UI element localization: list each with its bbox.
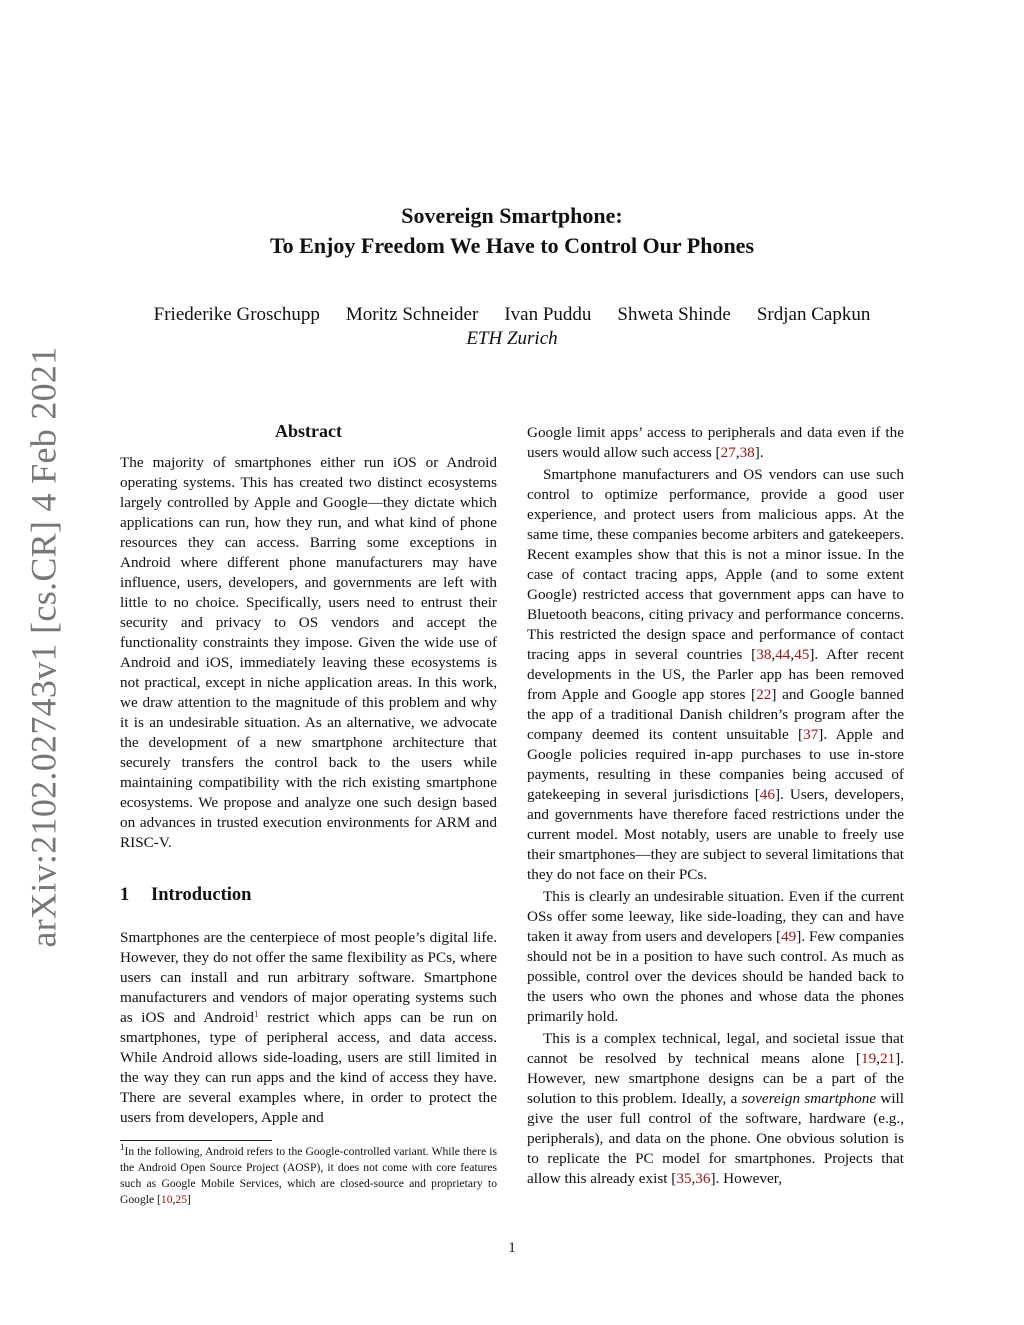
abstract-heading: Abstract bbox=[275, 421, 342, 441]
footnote-marker[interactable]: 1 bbox=[253, 1009, 259, 1019]
citation-link[interactable]: 35 bbox=[676, 1170, 692, 1187]
introduction-right-column bbox=[527, 423, 904, 1189]
page-number: 1 bbox=[508, 1240, 516, 1256]
citation-link[interactable]: 38 bbox=[756, 646, 772, 663]
abstract-body bbox=[120, 453, 497, 853]
citation-link[interactable]: 25 bbox=[175, 1193, 187, 1206]
emphasis-sovereign-smartphone: sovereign smartphone bbox=[741, 1090, 877, 1107]
arxiv-id: arXiv:2102.02743v1 [cs.CR] 4 Feb 2021 bbox=[24, 346, 64, 948]
citation-link[interactable]: 45 bbox=[794, 646, 810, 663]
citation-link[interactable]: 46 bbox=[759, 786, 775, 803]
footnote-divider bbox=[120, 1140, 272, 1141]
section-number: 1 bbox=[120, 885, 130, 905]
citation-link[interactable]: 21 bbox=[879, 1050, 896, 1067]
intro-paragraph-1: Smartphones are the centerpiece of most people’s digital life. However, they do not offer the same flexibility as PCs, where users can install and run arbitrary software. Smartphone manufacturers and vendors of major operating systems such as iOS and Android$^1$ restrict which apps can be run on smartphones, type of peripheral access, and data access. While Android allows side-loading, users are still limited in the way they can run apps and the kind of access they have. There are several examples where, in order to protect the users from developers, Apple and bbox=[120, 929, 498, 1126]
section-heading bbox=[120, 885, 251, 906]
author-1: Friederike Groschupp bbox=[153, 304, 320, 325]
paper-title-line-2: To Enjoy Freedom We Have to Control Our Phones bbox=[269, 233, 755, 258]
author-3: Ivan Puddu bbox=[504, 304, 592, 325]
citation-link[interactable]: 22 bbox=[756, 686, 772, 703]
citation-link[interactable]: 38 bbox=[739, 444, 755, 461]
intro-paragraph-continued: Google limit apps’ access to peripherals and data even if the users would allow such access [27,38]. bbox=[527, 424, 904, 461]
citation-link[interactable]: 10 bbox=[160, 1193, 173, 1206]
citation-link[interactable]: 27 bbox=[720, 444, 736, 461]
footnote-number: 1 bbox=[120, 1142, 125, 1152]
footnote: $^1$In the following, Android refers to the Google-controlled variant. While there is the Android Open Source Project (AOSP), it does not come with core features such as Google Mobile Services, which are closed-source and proprietary to Google [10,25] bbox=[120, 1142, 497, 1206]
paper-title-line-1: Sovereign Smartphone: bbox=[401, 203, 623, 228]
citation-link[interactable]: 36 bbox=[695, 1170, 711, 1187]
citation-link[interactable]: 49 bbox=[781, 928, 797, 945]
citation-link[interactable]: 37 bbox=[803, 726, 819, 743]
author-4: Shweta Shinde bbox=[617, 304, 731, 325]
intro-paragraph-2: Smartphone manufacturers and OS vendors can use such control to optimize performance, provide a good user experience, and protect users from malicious apps. At the same time, these companies become arbiters and gatekeepers. Recent examples show that this is not a minor issue. In the case of contact tracing apps, Apple (and to some extent Google) restricted access that government apps can have to Bluetooth beacons, citing privacy and performance concerns. This restricted the design space and performance of contact tracing apps in several countries [38,44,45]. After recent developments in the US, the Parler app has been removed from Apple and Google app stores [22] and Google banned the app of a traditional Danish children’s program after the company deemed its content unsuitable [37]. Apple and Google policies required in-app purchases to use in-store payments, resulting in these companies being accused of gatekeeping in several jurisdictions [46]. Users, developers, and governments have therefore faced restrictions under the current model. Most notably, users are unable to freely use their smartphones—they are subject to several limitations that they do not face on their PCs. bbox=[527, 466, 905, 883]
introduction-left-column bbox=[120, 928, 497, 1128]
author-list bbox=[0, 302, 1024, 328]
section-title: Introduction bbox=[151, 885, 252, 905]
abstract-text: The majority of smartphones either run iOS or Android operating systems. This has created two distinct ecosystems largely controlled by Apple and Google—they dictate which applications can run, how they run, and what kind of phone resources they can access. Barring some exceptions in Android where different phone manufacturers may have influence, users, developers, and governments are left with little to no choice. Specifically, users need to entrust their security and privacy to OS vendors and accept the functionality constraints they impose. Given the wide use of Android and iOS, immediately leaving these ecosystems is not practical, except in niche application areas. In this work, we draw attention to the magnitude of this problem and why it is an undesirable situation. As an alternative, we advocate the development of a new smartphone architecture that securely transfers the control back to the users while maintaining compatibility with the rich existing smartphone ecosystems. We propose and analyze one such design based on advances in trusted execution environments for ARM and RISC-V. bbox=[120, 454, 497, 851]
author-5: Srdjan Capkun bbox=[756, 304, 871, 325]
citation-link[interactable]: 44 bbox=[775, 646, 791, 663]
intro-paragraph-3: This is clearly an undesirable situation. Even if the current OSs offer some leeway, like side-loading, they can and have taken it away from users and developers [49]. Few companies should not be in a position to have such control. As much as possible, control over the devices should be handed back to the users who own the phones and whose data the phones primarily hold. bbox=[527, 888, 904, 1025]
affiliation: ETH Zurich bbox=[466, 328, 558, 349]
arxiv-identifier-stamp bbox=[14, 346, 74, 948]
author-2: Moritz Schneider bbox=[345, 304, 479, 325]
citation-link[interactable]: 19 bbox=[860, 1050, 877, 1067]
intro-paragraph-4: This is a complex technical, legal, and societal issue that cannot be resolved by technical means alone [19,21]. However, new smartphone designs can be a part of the solution to this problem. Ideally, a sovereign smartphone will give the user full control of the software, hardware (e.g., peripherals), and data on the phone. One obvious solution is to replicate the PC model for smartphones. Projects that allow this already exist [35,36]. However, bbox=[527, 1030, 904, 1187]
